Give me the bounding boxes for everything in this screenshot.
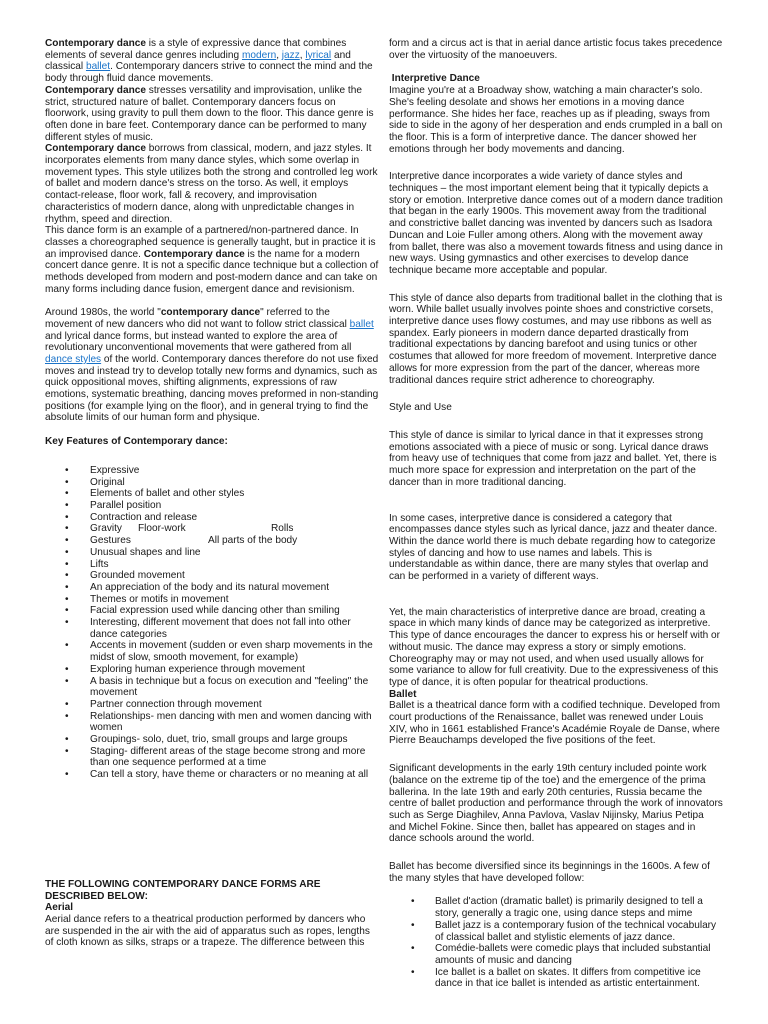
heading-text: Aerial: [45, 902, 74, 914]
text: Gravity: [90, 523, 122, 535]
text: of the world. Contemporary dances therefore do not use fixed moves and instead try to develop totally new forms and dynamics, such as quick oppositional moves, shifting alignments, expressions of raw emotions, systematic breathing, dancing moves preformed in non-standing positions (for example lying on the floor), and in general trying to find the absolute limits of our human form and physique.: [45, 353, 379, 424]
text: Gestures: [90, 535, 131, 547]
list-item: • Contraction and release: [45, 512, 379, 524]
ballet-paragraph-3: Ballet has become diversified since its beginnings in the 1600s. A few of the many styles that have developed follow:: [389, 861, 710, 884]
style-paragraph-3: Yet, the main characteristics of interpretive dance are broad, creating a space in which many kinds of dance may be categorized as interpretive. This type of dance encourages the dancer to express his or herself with or without music. The dance may express a story or simply emotions. Choreography may or may not used, and when used usually allows for some variance to allow for full creativity. Due to the expressiveness of this type of dance, it is often popular for theatrical productions.: [389, 606, 721, 688]
list-item: • Ballet jazz is a contemporary fusion of the technical vocabulary of classical ballet and stylistic elements of jazz dance.: [389, 920, 723, 943]
list-item: • Grounded movement: [45, 570, 379, 582]
heading-text: THE FOLLOWING CONTEMPORARY DANCE FORMS ARE DESCRIBED BELOW:: [45, 878, 321, 902]
aerial-heading: [45, 902, 379, 914]
text: stresses versatility and improvisation, unlike the strict, structured nature of ballet. Contemporary dancers focus on floorwork, using gravity to pull them down to the floor. This dance genre is often done in bare feet. Contemporary dance can be performed to many different styles of music.: [45, 84, 374, 143]
text: and classical: [45, 49, 351, 73]
ballet-styles-list: [389, 896, 723, 990]
ballet-paragraph-2: Significant developments in the early 19th century included pointe work (balance on the extreme tip of the toe) and the emergence of the prima ballerina. In the late 19th and early 20th centuries, Russia became the centre of ballet production and performance through the work of innovators such as Serge Diaghilev, Anna Pavlova, Vaslav Nijinsky, Marius Petipa and Michel Fokine. Since then, ballet has appeared on stages and in dance schools around the world.: [389, 763, 723, 845]
partnered-paragraph: [45, 225, 379, 295]
list-item: • Unusual shapes and line: [45, 547, 379, 559]
list-item: • Elements of ballet and other styles: [45, 488, 379, 500]
text: borrows from classical, modern, and jazz styles. It incorporates elements from many dance styles, which some overlap in movement types. This style utilizes both the strong and controlled leg work of ballet and modern dance's stress on the torso. As well, it employs contact-release, floor work, fall & recovery, and improvisation characteristics of modern dance, along with unpredictable changes in rhythm, speed and direction.: [45, 143, 378, 225]
heading-text: Ballet: [389, 688, 417, 700]
style-paragraph-2: In some cases, interpretive dance is considered a category that encompasses dance styles such as lyrical dance, jazz and theater dance. Within the dance world there is much debate regarding how to categorize styles of dancing and how to use names and labels. This is understandable as within dance, there are many styles that overlap and can be performed in a variety of different ways.: [389, 512, 718, 583]
text: Around 1980s, the world ": [45, 307, 161, 319]
list-item: • Relationships- men dancing with men and women dancing with women: [45, 711, 379, 734]
intro-paragraph: [45, 38, 379, 85]
term-bold: Contemporary dance: [45, 84, 146, 96]
right-column: [389, 38, 723, 990]
style-paragraph-1: This style of dance is similar to lyrical dance in that it expresses strong emotions associated with a piece of music or song. Lyrical dance draws from heavy use of techniques that come from jazz and ballet. Yet, there is much more space for expression and interpretation on the part of the dancer than in more traditional dancing.: [389, 429, 717, 488]
text: ,: [299, 49, 306, 61]
versatility-paragraph: [45, 85, 379, 144]
heading-text: Key Features of Contemporary dance:: [45, 436, 228, 448]
list-item: • Ballet d'action (dramatic ballet) is primarily designed to tell a story, generally a tragic one, using dance steps and mime: [389, 896, 723, 919]
interpretive-heading: [389, 73, 723, 85]
term-bold: Contemporary dance: [45, 143, 146, 155]
text: This dance form is an example of a partnered/non-partnered dance. In classes a choreographed sequence is generally taught, but in practice it is an improvised dance.: [45, 225, 376, 260]
link-jazz[interactable]: jazz: [281, 49, 300, 61]
text: ,: [276, 49, 282, 61]
text: is a style of expressive dance that combines elements of several dance genres including: [45, 38, 347, 61]
list-item: • Staging- different areas of the stage become strong and more than one sequence performed at a time: [45, 746, 379, 769]
ballet-heading: [389, 689, 723, 701]
list-item: • Lifts: [45, 559, 379, 571]
term-bold: Contemporary dance: [143, 248, 245, 260]
list-item: • Ice ballet is a ballet on skates. It differs from competitive ice dance in that ice ballet is intended as artistic entertainment.: [389, 967, 723, 990]
term-bold: Contemporary dance: [45, 38, 146, 49]
list-item: • Themes or motifs in movement: [45, 594, 379, 606]
interpretive-paragraph-3: This style of dance also departs from traditional ballet in the clothing that is worn. While ballet usually involves pointe shoes and constrictive corsets, interpretive dance uses flowy costumes, and may use ribbons as well as spandex. Early pioneers in modern dance departed drastically from traditional expectations by dancing barefoot and using tunics or other costumes that allowed for more freedom of movement. Interpretive dance allows for more expression from the part of the dancer, whereas more traditional dances require strict adherence to choreography.: [389, 292, 723, 386]
link-ballet[interactable]: ballet: [85, 61, 111, 73]
list-item-gestures: [45, 535, 379, 547]
list-item: • A basis in technique but a focus on execution and "feeling" the movement: [45, 676, 379, 699]
list-item: • Can tell a story, have theme or characters or no meaning at all: [45, 769, 379, 781]
list-item: • Exploring human experience through movement: [45, 664, 379, 676]
interpretive-paragraph-2: Interpretive dance incorporates a wide variety of dance styles and techniques – the most important element being that it typically depicts a story or emotion. Interpretive dance comes out of a modern dance tradition that began in the early 1900s. This movement away from the traditional and constrictive ballet dancing was invented by dancers such as Isadora Duncan and Loie Fuller among others. Along with the movement away from ballet, there was also a movement towards fitness and using dance in new ways. Using gymnastics and other exercises to develop dance technique became more acceptable and popular.: [389, 171, 723, 276]
text: and lyrical dance forms, but instead wanted to explore the area of revolutionary unconventional movements that were gathered from all: [45, 330, 352, 354]
list-item: • Partner connection through movement: [45, 699, 379, 711]
text: " referred to the movement of new dancers who did not want to follow strict classical: [45, 307, 350, 330]
aerial-continued-paragraph: form and a circus act is that in aerial dance artistic focus takes precedence over the virtuosity of the manoeuvers.: [389, 38, 723, 61]
list-item: • Accents in movement (sudden or even sharp movements in the midst of slow, smooth movement, for example): [45, 640, 379, 663]
ballet-paragraph-1: Ballet is a theatrical dance form with a codified technique. Developed from court productions of the Renaissance, ballet was renewed under Louis XIV, who in 1661 established France's Académie Royale de Danse, where Pierre Beauchamps developed the five positions of the feet.: [389, 700, 721, 747]
link-ballet-2[interactable]: ballet: [349, 318, 374, 330]
list-item: • Groupings- solo, duet, trio, small groups and large groups: [45, 734, 379, 746]
link-dance-styles[interactable]: dance styles: [45, 353, 102, 365]
term-bold: contemporary dance: [160, 307, 261, 319]
text: Rolls: [271, 523, 294, 535]
aerial-paragraph: Aerial dance refers to a theatrical production performed by dancers who are suspended in the air with the aid of apparatus such as ropes, lengths of cloth known as silks, straps or a trapeze. The difference between this: [45, 913, 370, 949]
forms-heading: [45, 879, 379, 902]
left-column: [45, 38, 379, 949]
list-item: • Parallel position: [45, 500, 379, 512]
features-list: [45, 465, 379, 781]
list-item: • Original: [45, 477, 379, 489]
interpretive-paragraph-1: Imagine you're at a Broadway show, watching a main character's solo. She's feeling desolate and shows her emotions in a moving dance performance. She hides her face, reaches up as if pleading, sways from side to side in the agony of her desperation and ends crumpled in a ball on the floor. This is a form of interpretive dance. The dancer showed her emotions through her body movements and dancing.: [389, 85, 723, 155]
list-item: • Expressive: [45, 465, 379, 477]
list-item-gravity: [45, 523, 379, 535]
link-lyrical[interactable]: lyrical: [305, 49, 332, 61]
list-item: • Comédie-ballets were comedic plays that included substantial amounts of music and dancing: [389, 943, 723, 966]
text: is the name for a modern concert dance genre. It is not a specific dance technique but a collection of methods developed from modern and post-modern dance and can take on many forms including dance fusion, emergent dance and revisionism.: [45, 248, 379, 295]
link-modern[interactable]: modern: [241, 49, 277, 61]
text: Floor-work: [138, 523, 186, 535]
text: All parts of the body: [208, 535, 298, 547]
features-heading: [45, 436, 379, 448]
list-item: • Facial expression used while dancing other than smiling: [45, 605, 379, 617]
list-item: • Interesting, different movement that does not fall into other dance categories: [45, 617, 379, 640]
borrows-paragraph: [45, 143, 379, 225]
heading-text: Interpretive Dance: [389, 73, 480, 85]
style-heading: Style and Use: [389, 402, 452, 414]
text: . Contemporary dancers strive to connect the mind and the body through fluid dance movements.: [45, 61, 373, 85]
history-paragraph: [45, 307, 379, 424]
list-item: • An appreciation of the body and its natural movement: [45, 582, 379, 594]
